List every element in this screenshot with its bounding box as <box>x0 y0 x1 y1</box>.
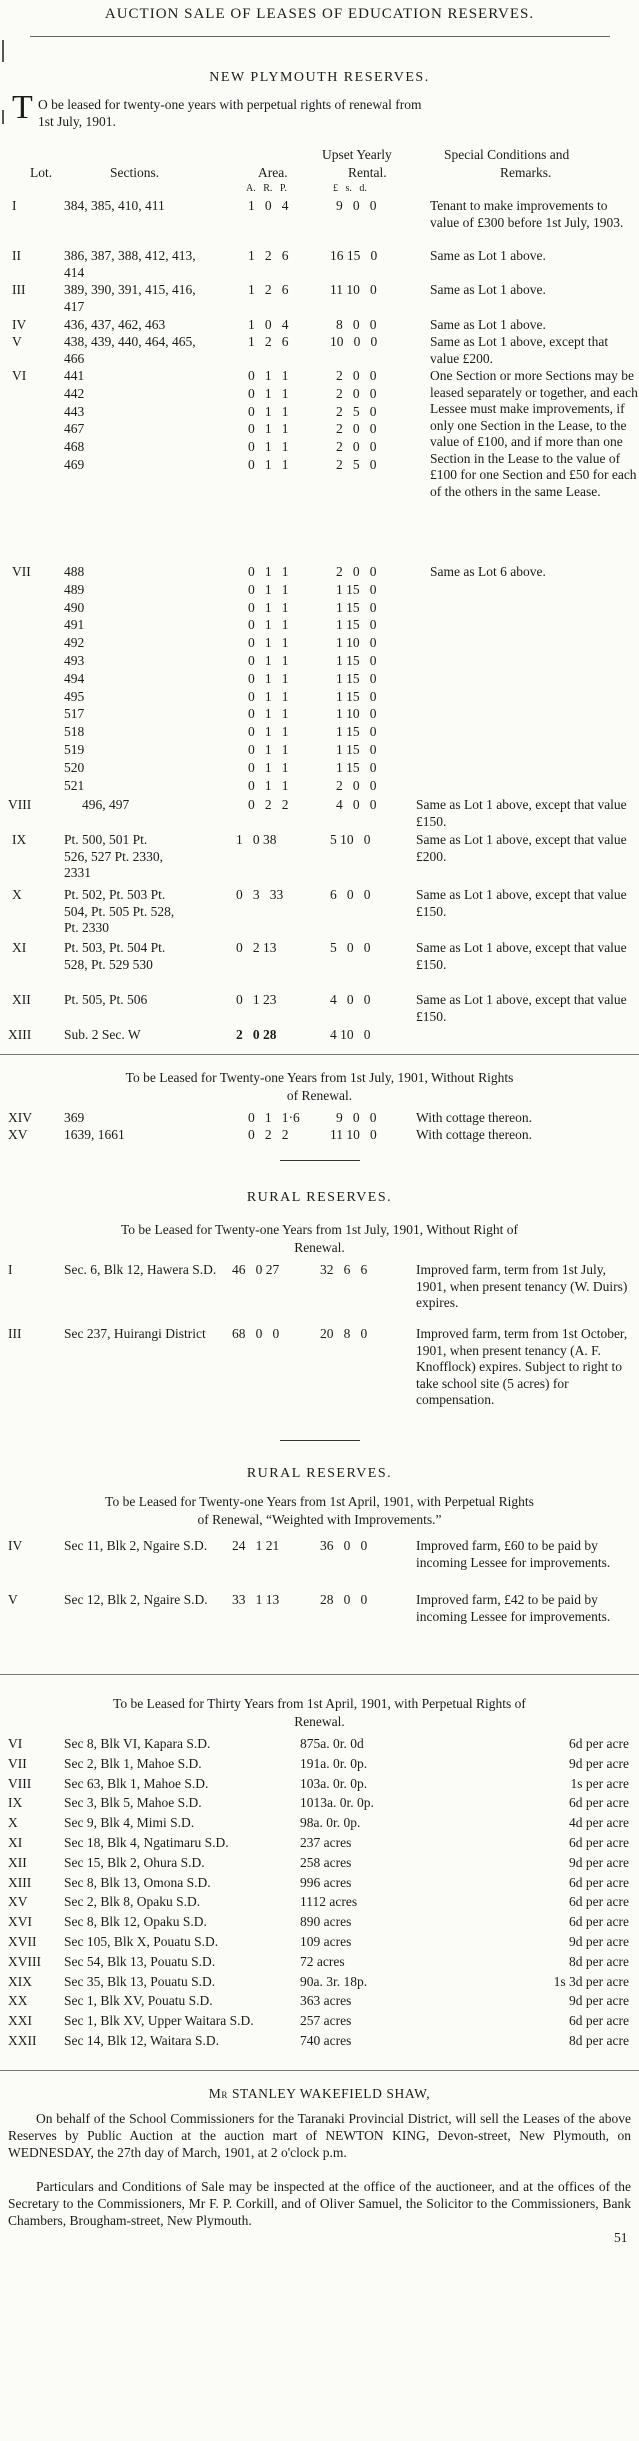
section-number: 441 <box>64 368 85 383</box>
lot-description: Sec 237, Huirangi District <box>64 1326 206 1341</box>
lot-number: VI <box>8 1736 23 1751</box>
lot-rent: 9d per acre <box>569 1854 629 1870</box>
section-rent: 2 0 0 <box>336 421 377 437</box>
lot-description: Sec 63, Blk 1, Mahoe S.D. <box>64 1775 209 1791</box>
lot-number: XI <box>12 940 27 955</box>
lot-conditions: Improved farm, £42 to be paid by incoming Lessee for improvements. <box>416 1592 611 1624</box>
lot-sections: 436, 437, 462, 463 <box>64 317 166 332</box>
lot-number: IX <box>12 832 27 847</box>
col-area: Area. <box>258 165 288 180</box>
lot-conditions: Same as Lot 1 above, except that value £150. <box>416 940 627 972</box>
lot-description: Sec 11, Blk 2, Ngaire S.D. <box>64 1538 208 1553</box>
lot-area: 1 0 4 <box>248 317 289 332</box>
lot-conditions: Same as Lot 6 above. <box>430 564 546 579</box>
section-rent: 1 10 0 <box>336 706 377 722</box>
section-area: 0 1 1 <box>248 564 289 579</box>
section-number: 520 <box>64 759 85 775</box>
np-heading: NEW PLYMOUTH RESERVES. <box>209 70 430 85</box>
lot-conditions: Same as Lot 1 above, except that value £150. <box>416 887 627 919</box>
section-area: 0 1 1 <box>248 581 289 597</box>
lot-description: Sec 1, Blk XV, Upper Waitara S.D. <box>64 2013 254 2029</box>
section-area: 0 1 1 <box>248 385 289 401</box>
lot-rent: 5 0 0 <box>330 940 371 955</box>
section-number: 467 <box>64 421 85 437</box>
section-area: 0 1 1 <box>248 457 289 472</box>
lot-rent: 20 8 0 <box>320 1326 368 1341</box>
lot-conditions: Improved farm, term from 1st October, 1901, when present tenancy (A. F. Knofflock) expires. Subject to right to take school site (5 acres) for compensation. <box>416 1326 628 1407</box>
lot-number: XI <box>8 1835 23 1850</box>
lot-area: 103a. 0r. 0p. <box>300 1775 368 1791</box>
section-area: 0 1 1 <box>248 617 289 633</box>
lot-sections: Pt. 500, 501 Pt. 526, 527 Pt. 2330, 2331 <box>64 832 164 880</box>
section-area: 0 1 1 <box>248 368 289 383</box>
col-remarks: Remarks. <box>500 165 552 180</box>
divider <box>0 2070 639 2071</box>
section-area: 0 1 1 <box>248 688 289 704</box>
lot-area: 0 3 33 <box>236 887 284 902</box>
lot-rent: 5 10 0 <box>330 832 371 847</box>
section-number: 490 <box>64 599 85 615</box>
lot-rent: 4 0 0 <box>336 797 377 812</box>
section-area: 0 1 1 <box>248 759 289 775</box>
section-area: 0 1 1 <box>248 421 289 437</box>
lot-conditions: Improved farm, £60 to be paid by incoming Lessee for improvements. <box>416 1538 611 1570</box>
lot-description: Sec 18, Blk 4, Ngatimaru S.D. <box>64 1835 229 1850</box>
lot-area: 33 1 13 <box>232 1592 280 1607</box>
lot-number: X <box>8 1815 18 1831</box>
section-rent: 1 15 0 <box>336 581 377 597</box>
lot-sections: Pt. 505, Pt. 506 <box>64 992 148 1007</box>
lot-description: Sec 8, Blk 12, Opaku S.D. <box>64 1914 207 1930</box>
lot-area: 1112 acres <box>300 1894 358 1910</box>
lot-sections: 438, 439, 440, 464, 465, 466 <box>64 334 196 366</box>
section-rent: 2 0 0 <box>336 368 377 383</box>
col-sections: Sections. <box>110 165 160 180</box>
lot-conditions: Same as Lot 1 above, except that value £150. <box>416 992 627 1024</box>
rural2-heading: RURAL RESERVES. <box>246 1466 393 1481</box>
col-lot: Lot. <box>30 165 53 180</box>
lot-description: Sec 8, Blk 13, Omona S.D. <box>64 1874 211 1890</box>
section-rent: 1 15 0 <box>336 599 377 615</box>
lot-rent: 8d per acre <box>569 2033 629 2048</box>
lot-conditions: Same as Lot 1 above. <box>430 248 546 263</box>
lot-number: XV <box>8 1894 28 1910</box>
lot-description: Sec 14, Blk 12, Waitara S.D. <box>64 2033 220 2048</box>
page-title: AUCTION SALE OF LEASES OF EDUCATION RESERVES. <box>104 6 535 22</box>
lot-number: XXII <box>8 2033 37 2048</box>
lot-description: Sec 9, Blk 4, Mimi S.D. <box>64 1815 195 1831</box>
section-number: 519 <box>64 742 85 757</box>
lot-conditions: With cottage thereon. <box>416 1110 533 1125</box>
lot-rent: 6d per acre <box>569 1894 629 1910</box>
lot-number: VIII <box>8 797 32 812</box>
lot-number: IV <box>12 317 27 332</box>
section-number: 494 <box>64 670 85 686</box>
lot-conditions: Same as Lot 1 above. <box>430 317 546 332</box>
lot-rent: 9 0 0 <box>336 1110 377 1125</box>
lot-number: XVII <box>8 1934 37 1949</box>
lot-description: Sec 2, Blk 8, Opaku S.D. <box>64 1894 201 1910</box>
section-number: 468 <box>64 439 85 455</box>
margin-mark <box>2 110 4 124</box>
col-rental-units: £ s. d. <box>333 183 367 194</box>
lot-area: 237 acres <box>300 1835 352 1850</box>
section-area: 0 1 1 <box>248 670 289 686</box>
section-area: 0 1 1 <box>248 599 289 615</box>
lot-rent: 8d per acre <box>569 1953 629 1969</box>
divider <box>0 1674 639 1675</box>
divider <box>0 1054 639 1055</box>
lot-conditions: Tenant to make improvements to value of £300 before 1st July, 1903. <box>430 198 624 230</box>
lot-rent: 4 0 0 <box>330 992 371 1007</box>
section-rent: 2 0 0 <box>336 385 377 401</box>
lot-rent: 9 0 0 <box>336 198 377 213</box>
lot-rent: 6d per acre <box>569 1835 629 1850</box>
lot-area: 0 1 23 <box>236 992 277 1007</box>
section-area: 0 1 1 <box>248 777 289 793</box>
lot-number: XIV <box>8 1110 32 1125</box>
lot-conditions: Same as Lot 1 above, except that value £200. <box>416 832 627 864</box>
lot-area: 98a. 0r. 0p. <box>300 1815 361 1831</box>
divider <box>280 1160 360 1161</box>
particulars-paragraph: Particulars and Conditions of Sale may be inspected at the office of the auctioneer, and at the offices of the Secretary to the Commissioners, Mr F. P. Corkill, and of Oliver Samuel, the Solicitor to the Commissioners, Bank Chambers, Brougham-street, New Plymouth. <box>8 2179 631 2228</box>
lot-description: Sec. 6, Blk 12, Hawera S.D. <box>64 1262 217 1277</box>
divider <box>280 1440 360 1441</box>
section-area: 0 1 1 <box>248 403 289 419</box>
lot-number: XVIII <box>8 1953 41 1969</box>
lot-rent: 11 10 0 <box>330 282 377 297</box>
section-number: 442 <box>64 385 85 401</box>
section-area: 0 1 1 <box>248 653 289 668</box>
lot-sections: 1639, 1661 <box>64 1127 125 1142</box>
lot-area: 72 acres <box>300 1953 345 1969</box>
np-intro-line1: O be leased for twenty-one years with perpetual rights of renewal from <box>38 97 422 112</box>
lot-area: 1013a. 0r. 0p. <box>300 1795 374 1811</box>
lot-description: Sec 3, Blk 5, Mahoe S.D. <box>64 1795 202 1811</box>
lot-rent: 11 10 0 <box>330 1127 377 1142</box>
margin-mark <box>2 40 4 62</box>
section-rent: 2 0 0 <box>336 564 377 579</box>
lot-rent: 4 10 0 <box>330 1027 371 1042</box>
sale-paragraph: On behalf of the School Commissioners for the Taranaki Provincial District, will sell the Leases of the above Reserves by Public Auction at the auction mart of NEWTON KING, Devon-street, New Plymouth, on WEDNESDAY, the 27th day of March, 1901, at 2 o'clock p.m. <box>8 2111 631 2160</box>
col-upset: Upset Yearly <box>322 147 392 162</box>
lot-conditions: Same as Lot 1 above. <box>430 282 546 297</box>
lot-rent: 1s per acre <box>570 1775 629 1791</box>
section-rent: 1 15 0 <box>336 742 377 757</box>
lot-number: III <box>8 1326 22 1341</box>
section-rent: 1 15 0 <box>336 670 377 686</box>
lot-area: 24 1 21 <box>232 1538 280 1553</box>
lot-conditions: Same as Lot 1 above, except that value £150. <box>416 797 627 829</box>
thirty-sub: To be Leased for Thirty Years from 1st April, 1901, with Perpetual Rights of <box>113 1696 526 1711</box>
lot-number: VIII <box>8 1775 32 1791</box>
lot-area: 46 0 27 <box>232 1262 280 1277</box>
lot-rent: 4d per acre <box>569 1815 629 1831</box>
lot-sections: 389, 390, 391, 415, 416, 417 <box>64 282 196 314</box>
lot-area: 890 acres <box>300 1914 352 1930</box>
lot-area: 0 2 13 <box>236 940 277 955</box>
rural1-sub: To be Leased for Twenty-one Years from 1st July, 1901, Without Right of <box>120 1222 519 1237</box>
lot-description: Sec 1, Blk XV, Pouatu S.D. <box>64 1993 213 2009</box>
section-rent: 2 5 0 <box>336 403 377 419</box>
lot-rent: 36 0 0 <box>320 1538 368 1553</box>
lot-description: Sec 8, Blk VI, Kapara S.D. <box>64 1736 211 1751</box>
lot-area: 740 acres <box>300 2033 352 2048</box>
lot-rent: 6d per acre <box>569 1874 629 1890</box>
lot-sections: 496, 497 <box>82 797 130 812</box>
section-number: 493 <box>64 653 85 668</box>
lot-sections: Pt. 503, Pt. 504 Pt. 528, Pt. 529 530 <box>64 940 166 972</box>
lot-area: 363 acres <box>300 1993 352 2009</box>
section-rent: 1 15 0 <box>336 617 377 633</box>
lot-sections: Sub. 2 Sec. W <box>64 1027 141 1042</box>
lot-rent: 6d per acre <box>569 1795 629 1811</box>
section-rent: 2 0 0 <box>336 777 377 793</box>
lot-conditions: With cottage thereon. <box>416 1127 533 1142</box>
lot-description: Sec 105, Blk X, Pouatu S.D. <box>64 1934 219 1949</box>
lot-number: I <box>12 198 17 213</box>
lot-number: III <box>12 282 26 297</box>
np-sub-heading: To be Leased for Twenty-one Years from 1st July, 1901, Without Rights <box>125 1070 514 1085</box>
lot-number: V <box>12 334 22 349</box>
section-rent: 2 0 0 <box>336 439 377 455</box>
section-number: 518 <box>64 724 85 740</box>
section-rent: 2 5 0 <box>336 457 377 472</box>
lot-area: 1 2 6 <box>248 248 289 263</box>
lot-number: VII <box>8 1755 27 1771</box>
lot-rent: 9d per acre <box>569 1755 629 1771</box>
section-area: 0 1 1 <box>248 706 289 722</box>
rural2-sub-2: of Renewal, “Weighted with Improvements.” <box>197 1512 442 1527</box>
col-cond: Special Conditions and <box>444 147 570 162</box>
section-number: 491 <box>64 617 85 633</box>
section-rent: 1 15 0 <box>336 688 377 704</box>
lot-rent: 6 0 0 <box>330 887 371 902</box>
lot-rent: 6d per acre <box>569 1736 629 1751</box>
lot-description: Sec 54, Blk 13, Pouatu S.D. <box>64 1953 216 1969</box>
section-rent: 1 15 0 <box>336 759 377 775</box>
lot-rent: 8 0 0 <box>336 317 377 332</box>
lot-number: XII <box>12 992 31 1007</box>
lot-area: 1 2 6 <box>248 334 289 349</box>
lot-number: XVI <box>8 1914 32 1930</box>
rural1-heading: RURAL RESERVES. <box>246 1190 393 1205</box>
lot-conditions: Same as Lot 1 above, except that value £200. <box>430 334 609 366</box>
lot-area: 875a. 0r. 0d <box>300 1736 364 1751</box>
lot-area: 0 2 2 <box>248 797 289 812</box>
lot-rent: 32 6 6 <box>320 1262 368 1277</box>
section-area: 0 1 1 <box>248 439 289 455</box>
lot-number: II <box>12 248 21 263</box>
lot-area: 0 2 2 <box>248 1127 289 1142</box>
section-number: 517 <box>64 706 85 722</box>
lot-area: 1 0 38 <box>236 832 277 847</box>
rural1-sub-2: Renewal. <box>294 1240 345 1255</box>
lot-area: 258 acres <box>300 1854 352 1870</box>
lot-sections: Pt. 502, Pt. 503 Pt. 504, Pt. 505 Pt. 528, Pt. 2330 <box>64 887 175 935</box>
section-number: 495 <box>64 688 85 704</box>
section-number: 489 <box>64 581 85 597</box>
lot-rent: 9d per acre <box>569 1934 629 1949</box>
divider <box>30 36 610 37</box>
lot-rent: 16 15 0 <box>330 248 378 263</box>
lot-number: IX <box>8 1795 23 1811</box>
section-rent: 1 10 0 <box>336 635 377 651</box>
col-rental: Rental. <box>348 165 387 180</box>
lot-rent: 10 0 0 <box>330 334 378 349</box>
section-number: 521 <box>64 777 85 793</box>
lot-number: VII <box>12 564 31 579</box>
lot-number: X <box>12 887 22 902</box>
lot-description: Sec 2, Blk 1, Mahoe S.D. <box>64 1755 202 1771</box>
lot-area: 109 acres <box>300 1934 352 1949</box>
lot-number: I <box>8 1262 13 1277</box>
rural2-sub: To be Leased for Twenty-one Years from 1st April, 1901, with Perpetual Rights <box>105 1494 534 1509</box>
lot-conditions: One Section or more Sections may be leased separately or together, and each Lessee must make improvements, if only one Section in the Lease, to the value of £100, and if more than one Section in the Lease to the value of £100 for one Section and £50 for each of the others in the same Lease. <box>430 368 638 499</box>
lot-sections: 384, 385, 410, 411 <box>64 198 165 213</box>
lot-sections: 369 <box>64 1110 85 1125</box>
auctioneer-name: Mr STANLEY WAKEFIELD SHAW, <box>208 2086 431 2101</box>
section-number: 492 <box>64 635 85 651</box>
lot-area: 191a. 0r. 0p. <box>300 1755 368 1771</box>
lot-number: V <box>8 1592 18 1607</box>
lot-area: 1 2 6 <box>248 282 289 297</box>
page-number: 51 <box>614 2230 628 2245</box>
lot-sections: 386, 387, 388, 412, 413, 414 <box>64 248 196 280</box>
lot-area: 2 0 28 <box>236 1027 277 1042</box>
lot-number: VI <box>12 368 27 383</box>
section-rent: 1 15 0 <box>336 653 377 668</box>
col-area-units: A. R. P. <box>246 183 287 194</box>
lot-area: 90a. 3r. 18p. <box>300 1973 368 1989</box>
lot-number: XIII <box>8 1874 32 1890</box>
lot-area: 1 0 4 <box>248 198 289 213</box>
thirty-sub-2: Renewal. <box>294 1714 345 1729</box>
lot-number: IV <box>8 1538 23 1553</box>
lot-area: 996 acres <box>300 1874 352 1890</box>
lot-number: XXI <box>8 2013 32 2029</box>
lot-area: 0 1 1·6 <box>248 1110 300 1125</box>
section-number: 443 <box>64 403 85 419</box>
np-sub-heading-2: of Renewal. <box>286 1088 353 1103</box>
lot-number: XX <box>8 1993 28 2009</box>
lot-number: XIX <box>8 1973 32 1989</box>
lot-number: XIII <box>8 1027 32 1042</box>
lot-area: 257 acres <box>300 2013 352 2029</box>
lot-rent: 1s 3d per acre <box>553 1973 629 1989</box>
lot-rent: 9d per acre <box>569 1993 629 2009</box>
lot-description: Sec 12, Blk 2, Ngaire S.D. <box>64 1592 208 1607</box>
lot-rent: 6d per acre <box>569 1914 629 1930</box>
lot-number: XV <box>8 1127 28 1142</box>
section-number: 469 <box>64 457 85 472</box>
section-area: 0 1 1 <box>248 635 289 651</box>
section-area: 0 1 1 <box>248 742 289 757</box>
lot-rent: 6d per acre <box>569 2013 629 2029</box>
section-rent: 1 15 0 <box>336 724 377 740</box>
section-number: 488 <box>64 564 85 579</box>
lot-conditions: Improved farm, term from 1st July, 1901, when present tenancy (W. Duirs) expires. <box>416 1262 628 1310</box>
lot-number: XII <box>8 1854 27 1870</box>
lot-description: Sec 35, Blk 13, Pouatu S.D. <box>64 1973 216 1989</box>
lot-area: 68 0 0 <box>232 1326 280 1341</box>
np-intro-line2: 1st July, 1901. <box>38 114 116 129</box>
lot-rent: 28 0 0 <box>320 1592 368 1607</box>
section-area: 0 1 1 <box>248 724 289 740</box>
drop-cap: T <box>12 89 33 126</box>
lot-description: Sec 15, Blk 2, Ohura S.D. <box>64 1854 205 1870</box>
